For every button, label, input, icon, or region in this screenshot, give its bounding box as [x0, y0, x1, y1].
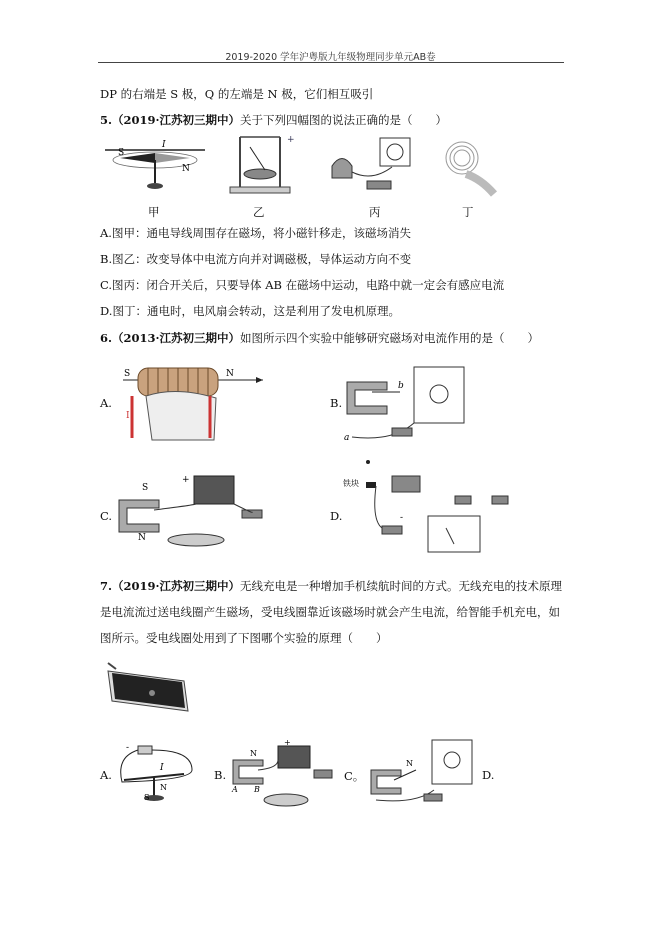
q5-figure-ding — [438, 134, 498, 198]
q5-figure-bing — [322, 136, 417, 198]
q5-jia-i: I — [162, 140, 166, 150]
q6-option-a: A. — [100, 396, 112, 410]
q6-heading — [100, 330, 539, 346]
q7-source: （2019·江苏初三期中） — [112, 579, 241, 593]
q6-number: 6. — [100, 331, 113, 345]
q6-source: （2013·江苏初三期中） — [112, 331, 241, 345]
q5-fig-label-jia: 甲 — [148, 205, 160, 219]
q6-d-iron: 铁块 — [343, 479, 359, 488]
q6-option-b: B. — [330, 396, 343, 410]
q6-b-b: b — [398, 381, 404, 391]
q5-jia-n: N — [182, 164, 190, 174]
q7-a-s: S — [144, 793, 150, 802]
q7-number: 7. — [100, 579, 113, 593]
q5-source: （2019·江苏初三期中） — [112, 113, 241, 127]
q7-stem-line-1: 无线充电是一种增加手机续航时间的方式。无线充电的技术原理 — [240, 579, 563, 593]
q5-heading — [100, 112, 447, 128]
q5-fig-label-ding: 丁 — [462, 205, 474, 219]
q5-stem: 关于下列四幅图的说法正确的是（ ） — [240, 113, 448, 127]
q6-a-n: N — [226, 369, 234, 379]
q7-option-d: D. — [482, 768, 495, 782]
q6-stem: 如图所示四个实验中能够研究磁场对电流作用的是（ ） — [240, 331, 540, 345]
q6-a-s: S — [124, 369, 131, 379]
q6-c-s: S — [142, 483, 149, 493]
q7-option-a: A. — [100, 768, 112, 782]
q5-jia-s: S — [118, 148, 125, 158]
page-header: 2019-2020 学年沪粤版九年级物理同步单元AB卷 — [225, 52, 436, 63]
q6-a-i: I — [126, 411, 130, 421]
q7-c-n: N — [406, 759, 413, 768]
q5-fig-label-bing: 丙 — [369, 205, 381, 219]
q7-phone-charger-figure — [102, 657, 194, 719]
q5-yi-plus: + — [287, 135, 295, 145]
q7-option-c: C。 — [344, 769, 365, 783]
q7-stem-line-3: 图所示。受电线圈处用到了下图哪个实验的原理（ ） — [100, 631, 388, 645]
q7-b-plus: + — [284, 740, 291, 747]
q5-option-c: C.图丙：闭合开关后，只要导体 AB 在磁场中运动，电路中就一定会有感应电流 — [100, 278, 505, 292]
q5-figure-jia — [100, 138, 210, 198]
q5-fig-label-yi: 乙 — [253, 205, 265, 219]
q7-b-n: N — [250, 749, 257, 758]
q7-figure-b — [228, 740, 340, 812]
q7-stem-line-2: 是电流流过送电线圈产生磁场，受电线圈靠近该磁场时就会产生电流，给智能手机充电，如 — [100, 605, 560, 619]
q7-a-minus: - — [126, 743, 130, 753]
q6-figure-b — [342, 362, 472, 446]
q7-option-b: B. — [214, 768, 227, 782]
q5-option-b: B.图乙：改变导体中电流方向并对调磁极，导体运动方向不变 — [100, 252, 412, 266]
q6-c-plus: + — [182, 475, 190, 485]
q7-a-n: N — [160, 783, 167, 792]
q5-number: 5. — [100, 113, 113, 127]
q6-b-a: a — [344, 433, 350, 443]
q6-figure-d — [340, 456, 520, 556]
q5-option-d: D.图丁：通电时，电风扇会转动，这是利用了发电机原理。 — [100, 304, 400, 318]
q6-c-n: N — [138, 533, 146, 543]
intro-line: DP 的右端是 S 极，Q 的左端是 N 极，它们相互吸引 — [100, 87, 374, 101]
q7-figure-c — [366, 736, 478, 812]
q6-d-minus: - — [400, 513, 404, 523]
q6-figure-a — [118, 360, 268, 444]
q7-a-i: I — [160, 763, 164, 773]
q5-option-a: A.图甲：通电导线周围存在磁场，将小磁针移走，该磁场消失 — [100, 226, 411, 240]
q6-option-d: D. — [330, 509, 343, 523]
q7-b-a: A — [232, 785, 238, 794]
q7-figure-a — [114, 740, 198, 810]
q7-b-b: B — [254, 785, 260, 794]
q5-figure-yi — [225, 132, 305, 198]
q7-heading — [100, 578, 562, 594]
header-rule — [98, 62, 564, 63]
q6-figure-c — [114, 470, 274, 560]
q6-option-c: C. — [100, 509, 113, 523]
